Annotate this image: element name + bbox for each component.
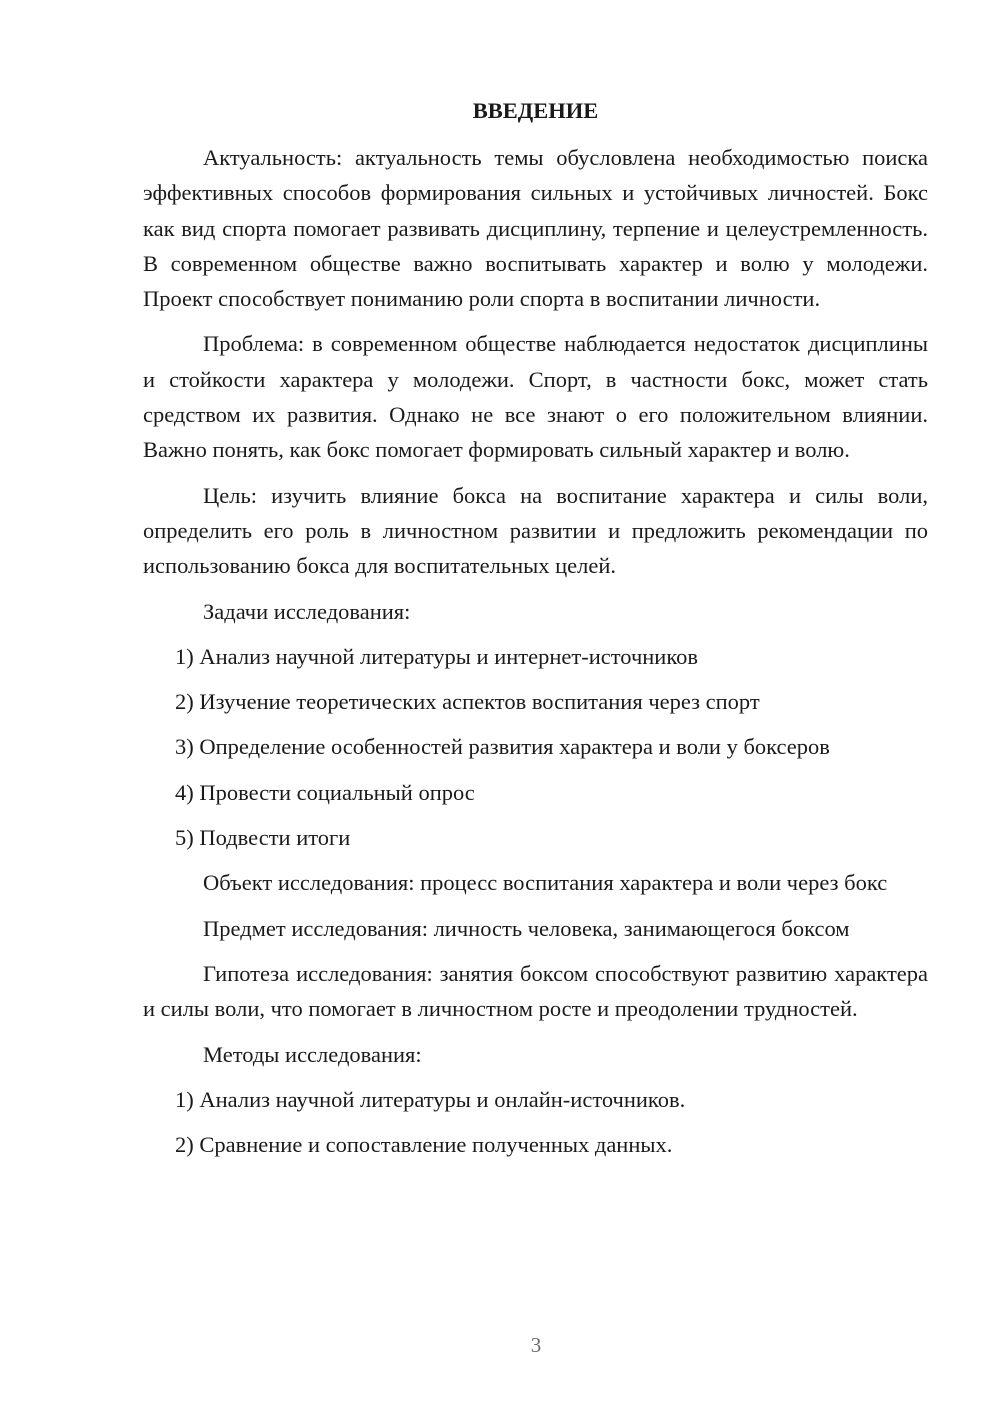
tasks-heading: Задачи исследования:	[203, 598, 411, 624]
object-paragraph: Объект исследования: процесс воспитания характера и воли через бокс	[203, 870, 888, 896]
hypothesis-paragraph: Гипотеза исследования: занятия боксом способствуют развитию характера и силы воли, что помогает в личностном росте и преодолении трудностей.	[143, 960, 928, 1022]
list-item: 1) Анализ научной литературы и онлайн-источников.	[175, 1086, 686, 1112]
list-item: 1) Анализ научной литературы и интернет-источников	[175, 643, 699, 669]
subject-paragraph: Предмет исследования: личность человека, занимающегося боксом	[203, 915, 850, 941]
relevance-paragraph: Актуальность: актуальность темы обусловлена необходимостью поиска эффективных способов формирования сильных и устойчивых личностей. Бокс как вид спорта помогает развивать дисциплину, терпение и целеустремленность. В современном обществе важно воспитывать характер и волю у молодежи. Проект способствует пониманию роли спорта в воспитании личности.	[143, 145, 928, 312]
list-item: 2) Изучение теоретических аспектов воспитания через спорт	[175, 689, 760, 715]
page-number: 3	[530, 1333, 542, 1357]
goal-paragraph: Цель: изучить влияние бокса на воспитание характера и силы воли, определить его роль в личностном развитии и предложить рекомендации по использованию бокса для воспитательных целей.	[143, 482, 928, 579]
list-item: 3) Определение особенностей развития характера и воли у боксеров	[175, 734, 830, 760]
tasks-list	[143, 639, 928, 855]
list-item: 5) Подвести итоги	[175, 825, 351, 851]
methods-list	[143, 1082, 928, 1163]
list-item: 4) Провести социальный опрос	[175, 779, 475, 805]
section-title: ВВЕДЕНИЕ	[472, 98, 599, 123]
list-item: 2) Сравнение и сопоставление полученных данных.	[175, 1132, 673, 1158]
page-content	[143, 96, 928, 1172]
problem-paragraph: Проблема: в современном обществе наблюдается недостаток дисциплины и стойкости характера у молодежи. Спорт, в частности бокс, может стать средством их развития. Однако не все знают о его положительном влиянии. Важно понять, как бокс помогает формировать сильный характер и волю.	[143, 331, 928, 463]
methods-heading: Методы исследования:	[203, 1041, 422, 1067]
